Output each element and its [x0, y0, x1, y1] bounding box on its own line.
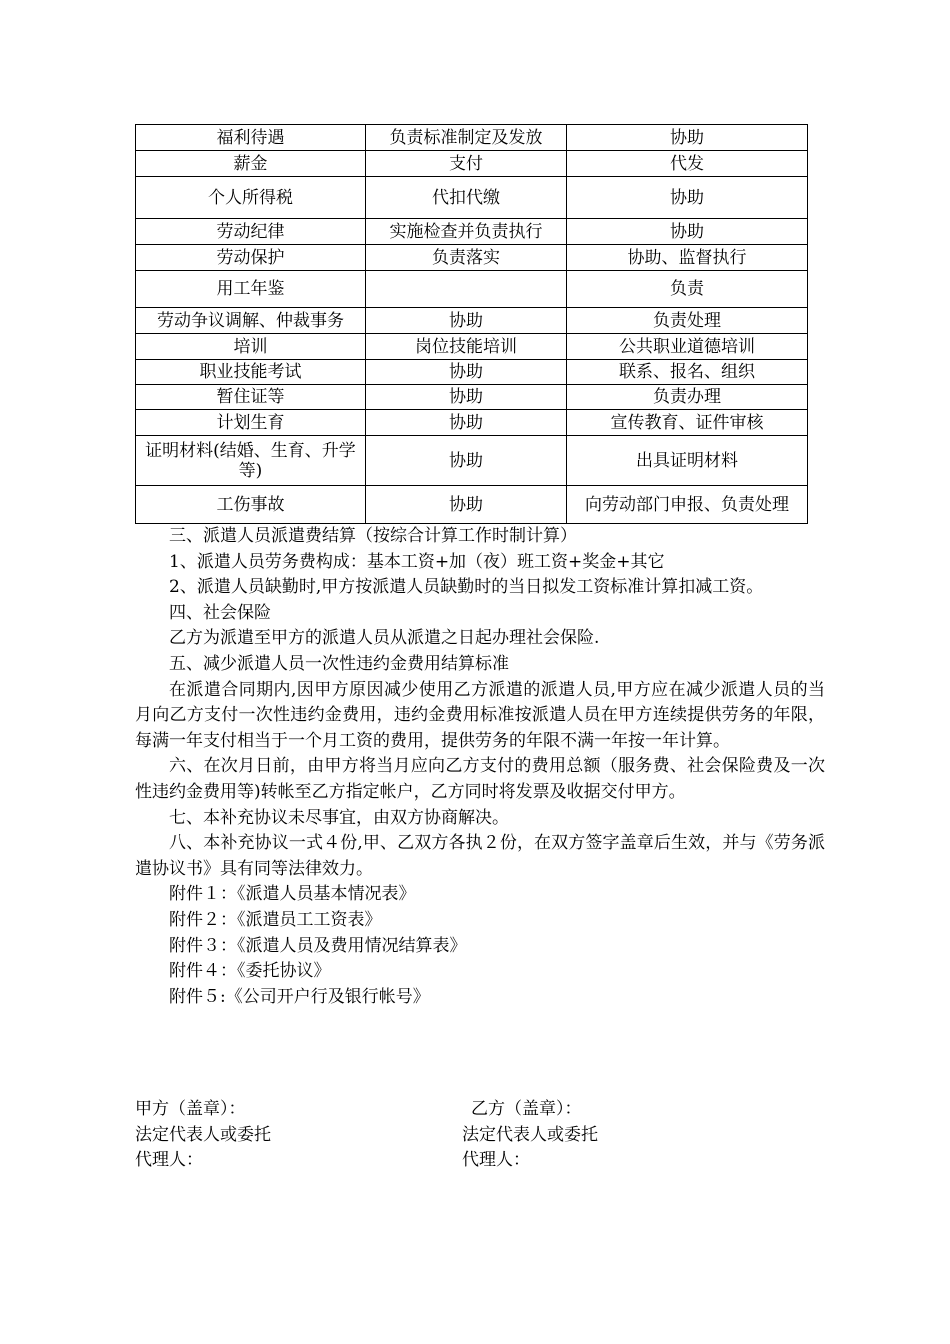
cell-party-a: 协助	[366, 360, 567, 385]
paragraph: 1、派遣人员劳务费构成：基本工资+加（夜）班工资+奖金+其它	[169, 551, 665, 572]
paragraph: 七、本补充协议未尽事宜，由双方协商解决。	[169, 807, 509, 828]
cell-item: 计划生育	[136, 410, 366, 436]
cell-party-b: 负责办理	[567, 385, 808, 410]
signature-party-b	[462, 1097, 598, 1174]
signature-title: 甲方（盖章）：	[135, 1099, 246, 1119]
table-row	[136, 308, 808, 334]
table-row	[136, 486, 808, 524]
cell-item: 暂住证等	[136, 385, 366, 410]
table-row	[136, 245, 808, 271]
cell-party-a: 协助	[366, 410, 567, 436]
cell-item: 培训	[136, 334, 366, 360]
cell-party-a: 支付	[366, 151, 567, 177]
attachment-item: 附件１：《派遣人员基本情况表》	[169, 884, 416, 905]
signature-agent: 代理人：	[135, 1150, 203, 1170]
cell-item: 劳动保护	[136, 245, 366, 271]
signature-agent: 代理人：	[462, 1150, 530, 1170]
paragraph: 六、在次月日前，由甲方将当月应向乙方支付的费用总额（服务费、社会保险费及一次性违约金费用等)转帐至乙方指定帐户，乙方同时将发票及收据交付甲方。	[135, 756, 825, 802]
cell-party-a: 代扣代缴	[366, 177, 567, 219]
table-row	[136, 385, 808, 410]
cell-party-a: 协助	[366, 486, 567, 524]
cell-party-a: 协助	[366, 385, 567, 410]
cell-party-b: 负责	[567, 271, 808, 308]
cell-party-b: 公共职业道德培训	[567, 334, 808, 360]
cell-item: 福利待遇	[136, 125, 366, 151]
section-heading-settlement: 三、派遣人员派遣费结算（按综合计算工作时制计算）	[169, 526, 577, 546]
table-row	[136, 410, 808, 436]
paragraph: 乙方为派遣至甲方的派遣人员从派遣之日起办理社会保险.	[169, 628, 600, 649]
table-row	[136, 177, 808, 219]
agreement-body	[135, 524, 825, 1010]
signature-title: 乙方（盖章）：	[471, 1099, 582, 1119]
cell-party-b: 协助、监督执行	[567, 245, 808, 271]
cell-item: 薪金	[136, 151, 366, 177]
table-row	[136, 219, 808, 245]
signature-rep: 法定代表人或委托	[135, 1124, 271, 1145]
table-row	[136, 151, 808, 177]
table-row	[136, 271, 808, 308]
cell-item: 劳动纪律	[136, 219, 366, 245]
section-heading-penalty: 五、减少派遣人员一次性违约金费用结算标准	[169, 653, 509, 674]
signature-rep: 法定代表人或委托	[462, 1124, 598, 1145]
cell-item: 用工年鉴	[136, 271, 366, 308]
table-row	[136, 334, 808, 360]
cell-party-a: 岗位技能培训	[366, 334, 567, 360]
cell-item: 证明材料(结婚、生育、升学等)	[136, 436, 366, 486]
cell-party-a: 协助	[366, 308, 567, 334]
responsibility-table	[135, 124, 808, 524]
cell-party-b: 协助	[567, 219, 808, 245]
cell-party-a: 负责落实	[366, 245, 567, 271]
cell-party-b: 联系、报名、组织	[567, 360, 808, 385]
section-heading-social-insurance: 四、社会保险	[169, 602, 271, 623]
cell-party-b: 协助	[567, 125, 808, 151]
cell-party-a: 实施检查并负责执行	[366, 219, 567, 245]
cell-item: 个人所得税	[136, 177, 366, 219]
cell-party-b: 宣传教育、证件审核	[567, 410, 808, 436]
cell-party-b: 向劳动部门申报、负责处理	[567, 486, 808, 524]
attachment-item: 附件３：《派遣人员及费用情况结算表》	[169, 935, 467, 956]
cell-party-b: 出具证明材料	[567, 436, 808, 486]
cell-item: 职业技能考试	[136, 360, 366, 385]
paragraph: 八、本补充协议一式４份,甲、乙双方各执２份，在双方签字盖章后生效，并与《劳务派遣协议书》具有同等法律效力。	[135, 833, 825, 879]
cell-party-a: 协助	[366, 436, 567, 486]
paragraph: 在派遣合同期内,因甲方原因减少使用乙方派遣的派遣人员,甲方应在减少派遣人员的当月向乙方支付一次性违约金费用，违约金费用标准按派遣人员在甲方连续提供劳务的年限，每满一年支付相当于一个月工资的费用，提供劳务的年限不满一年按一年计算。	[135, 679, 825, 751]
cell-party-b: 代发	[567, 151, 808, 177]
cell-party-a	[366, 271, 567, 308]
table-row	[136, 436, 808, 486]
cell-party-b: 协助	[567, 177, 808, 219]
signature-party-a	[135, 1097, 271, 1174]
attachment-item: 附件２：《派遣员工工资表》	[169, 909, 382, 930]
cell-party-b: 负责处理	[567, 308, 808, 334]
table-row	[136, 125, 808, 151]
table-row	[136, 360, 808, 385]
attachment-item: 附件５:《公司开户行及银行帐号》	[169, 986, 430, 1007]
cell-item: 劳动争议调解、仲裁事务	[136, 308, 366, 334]
cell-item: 工伤事故	[136, 486, 366, 524]
cell-party-a: 负责标准制定及发放	[366, 125, 567, 151]
attachment-item: 附件４：《委托协议》	[169, 961, 331, 982]
paragraph: 2、派遣人员缺勤时,甲方按派遣人员缺勤时的当日拟发工资标准计算扣减工资。	[169, 577, 764, 598]
